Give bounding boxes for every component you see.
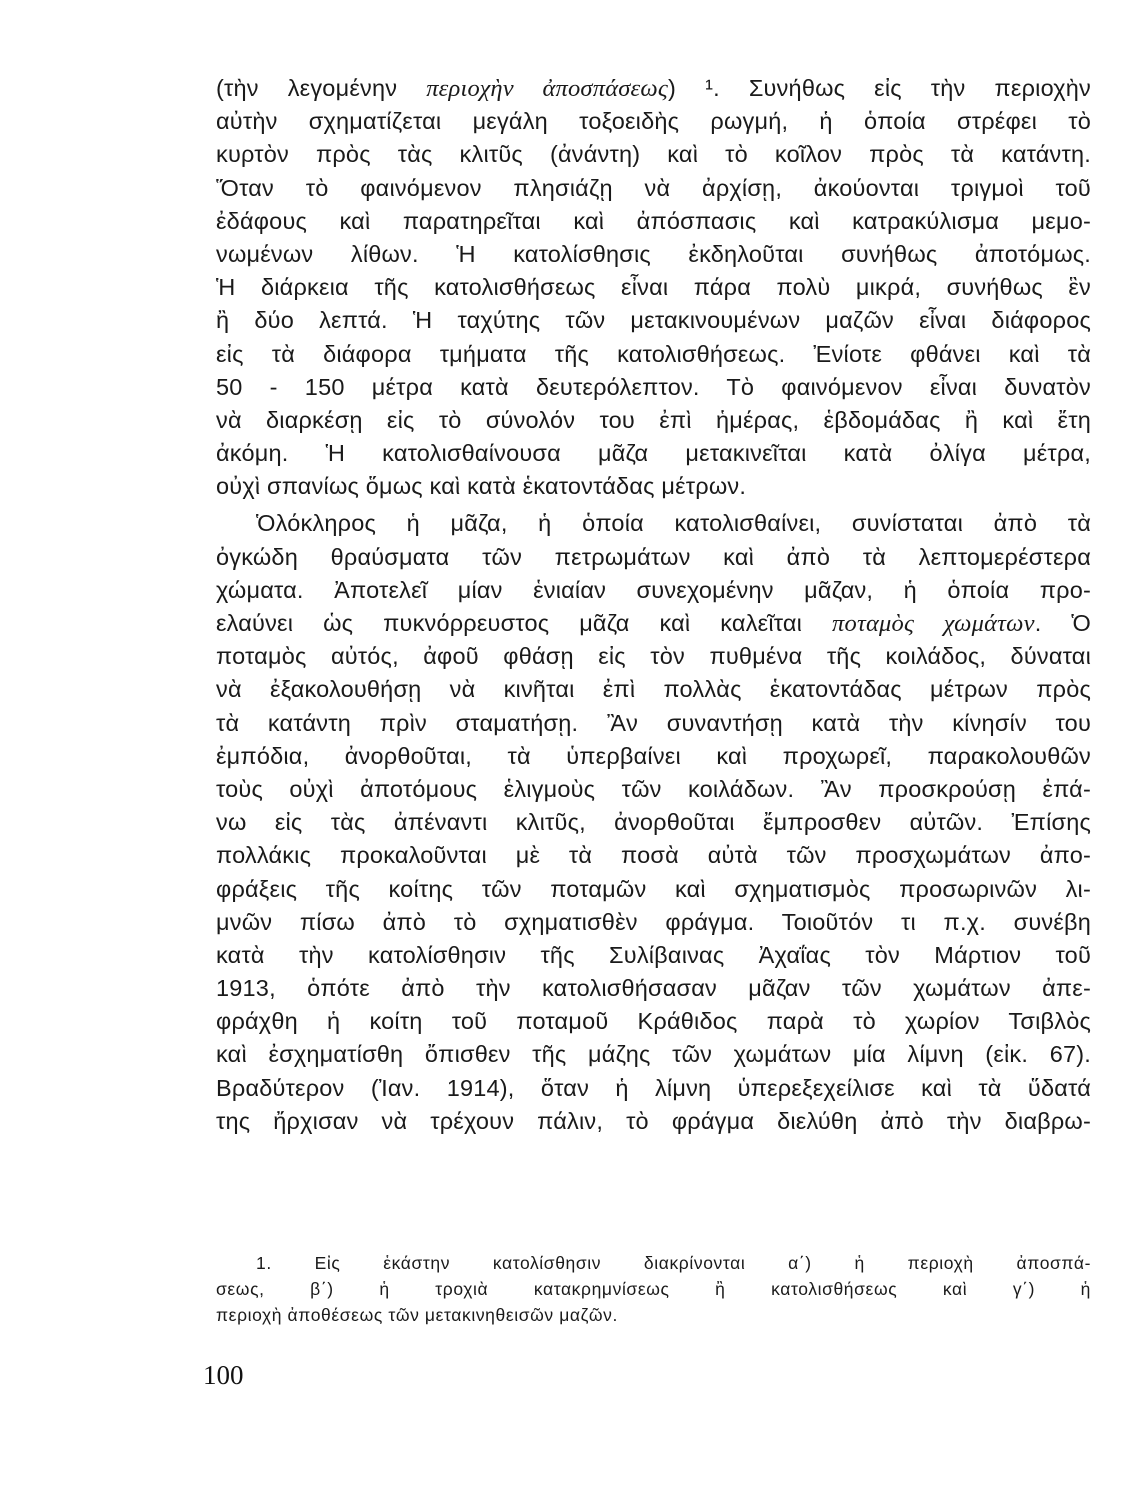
text-line-28: 1913, ὁπότε ἀπὸ τὴν κατολισθήσασαν μᾶζαν τῶν χωμάτων ἀπε- (216, 975, 1091, 1002)
text-line-19: νὰ ἐξακολουθήσῃ νὰ κινῆται ἐπὶ πολλὰς ἑκατοντάδας μέτρων πρὸς (216, 676, 1091, 703)
text-line-26: μνῶν πίσω ἀπὸ τὸ σχηματισθὲν φράγμα. Τοιοῦτόν τι π.χ. συνέβη (216, 908, 1091, 935)
text-line-14: Ὁλόκληρος ἡ μᾶζα, ἡ ὁποία κατολισθαίνει, συνίσταται ἀπὸ τὰ (256, 510, 1091, 537)
text-line-7: Ἡ διάρκεια τῆς κατολισθήσεως εἶναι πάρα πολὺ μικρά, συνήθως ἓν (216, 274, 1091, 301)
text-line-29: φράχθη ἡ κοίτη τοῦ ποταμοῦ Κράθιδος παρὰ τὸ χωρίον Τσιβλὸς (216, 1008, 1091, 1035)
text-line-3: κυρτὸν πρὸς τὰς κλιτῦς (ἀνάντη) καὶ τὸ κοῖλον πρὸς τὰ κατάντη. (216, 141, 1091, 168)
main-text (216, 72, 1091, 1138)
text-line-5: ἐδάφους καὶ παρατηρεῖται καὶ ἀπόσπασις καὶ κατρακύλισμα μεμο- (216, 207, 1091, 234)
text-line-10: 50 - 150 μέτρα κατὰ δευτερόλεπτον. Τὸ φαινόμενον εἶναι δυνατὸν (216, 373, 1091, 400)
text-line-4: Ὅταν τὸ φαινόμενον πλησιάζῃ νὰ ἀρχίσῃ, ἀκούονται τριγμοὶ τοῦ (216, 174, 1091, 201)
text-line-21: ἐμπόδια, ἀνορθοῦται, τὰ ὑπερβαίνει καὶ προχωρεῖ, παρακολουθῶν (216, 742, 1091, 769)
text-line-24: πολλάκις προκαλοῦνται μὲ τὰ ποσὰ αὐτὰ τῶν προσχωμάτων ἀπο- (216, 842, 1091, 869)
text-line-12: ἀκόμη. Ἡ κατολισθαίνουσα μᾶζα μετακινεῖται κατὰ ὀλίγα μέτρα, (216, 440, 1091, 467)
text-line-9: εἰς τὰ διάφορα τμήματα τῆς κατολισθήσεως. Ἐνίοτε φθάνει καὶ τὰ (216, 340, 1091, 367)
text-line-20: τὰ κατάντη πρὶν σταματήσῃ. Ἂν συναντήσῃ κατὰ τὴν κίνησίν του (216, 709, 1091, 736)
italic-term-potamos-chomaton: ποταμὸς χωμάτων (832, 610, 1035, 637)
text-line-25: φράξεις τῆς κοίτης τῶν ποταμῶν καὶ σχηματισμὸς προσωρινῶν λι- (216, 875, 1091, 902)
text-line-11: νὰ διαρκέσῃ εἰς τὸ σύνολόν του ἐπὶ ἡμέρας, ἑβδομάδας ἢ καὶ ἔτη (216, 406, 1091, 433)
text-line-6: νωμένων λίθων. Ἡ κατολίσθησις ἐκδηλοῦται συνήθως ἀποτόμως. (216, 240, 1091, 267)
italic-term-apospaseos: περιοχὴν ἀποσπάσεως (426, 75, 669, 102)
text-line-8: ἢ δύο λεπτά. Ἡ ταχύτης τῶν μετακινουμένων μαζῶν εἶναι διάφορος (216, 307, 1091, 334)
footnote-line-1: 1. Εἰς ἑκάστην κατολίσθησιν διακρίνονται α΄) ἡ περιοχὴ ἀποσπά- (256, 1253, 1091, 1273)
page-number: 100 (203, 1360, 244, 1390)
text-line-13: οὐχὶ σπανίως ὅμως καὶ κατὰ ἑκατοντάδας μέτρων. (216, 473, 747, 500)
text-line-18: ποταμὸς αὐτός, ἀφοῦ φθάσῃ εἰς τὸν πυθμένα τῆς κοιλάδος, δύναται (216, 643, 1091, 670)
text-line-32: της ἤρχισαν νὰ τρέχουν πάλιν, τὸ φράγμα διελύθη ἀπὸ τὴν διαβρω- (216, 1107, 1091, 1134)
text-line-27: κατὰ τὴν κατολίσθησιν τῆς Συλίβαινας Ἀχαΐας τὸν Μάρτιον τοῦ (216, 941, 1091, 968)
text-line-31: Βραδύτερον (Ἰαν. 1914), ὅταν ἡ λίμνη ὑπερεξεχείλισε καὶ τὰ ὕδατά (216, 1074, 1091, 1101)
text-line-15: ὀγκώδη θραύσματα τῶν πετρωμάτων καὶ ἀπὸ τὰ λεπτομερέστερα (216, 543, 1091, 570)
text-line-22: τοὺς οὐχὶ ἀποτόμους ἑλιγμοὺς τῶν κοιλάδων. Ἂν προσκρούσῃ ἐπά- (216, 775, 1091, 802)
text-line-1: (τὴν λεγομένην περιοχὴν ἀποσπάσεως) ¹. Συνήθως εἰς τὴν περιοχὴν (216, 75, 1091, 102)
footnote-line-2: σεως, β΄) ἡ τροχιὰ κατακρημνίσεως ἢ κατολισθήσεως καὶ γ΄) ἡ (216, 1279, 1091, 1299)
text-line-30: καὶ ἐσχηματίσθη ὄπισθεν τῆς μάζης τῶν χωμάτων μία λίμνη (εἰκ. 67). (216, 1041, 1091, 1068)
text-line-17: ελαύνει ὡς πυκνόρρευστος μᾶζα καὶ καλεῖται ποταμὸς χωμάτων. Ὁ (216, 610, 1091, 637)
footnote-block (216, 1250, 1091, 1328)
text-line-23: νω εἰς τὰς ἀπέναντι κλιτῦς, ἀνορθοῦται ἔμπροσθεν αὐτῶν. Ἐπίσης (216, 809, 1091, 836)
text-line-16: χώματα. Ἀποτελεῖ μίαν ἑνιαίαν συνεχομένην μᾶζαν, ἡ ὁποία προ- (216, 576, 1091, 603)
text-line-2: αὐτὴν σχηματίζεται μεγάλη τοξοειδὴς ρωγμή, ἡ ὁποία στρέφει τὸ (216, 108, 1091, 135)
footnote-line-3: περιοχὴ ἀποθέσεως τῶν μετακινηθεισῶν μαζῶν. (216, 1305, 618, 1325)
